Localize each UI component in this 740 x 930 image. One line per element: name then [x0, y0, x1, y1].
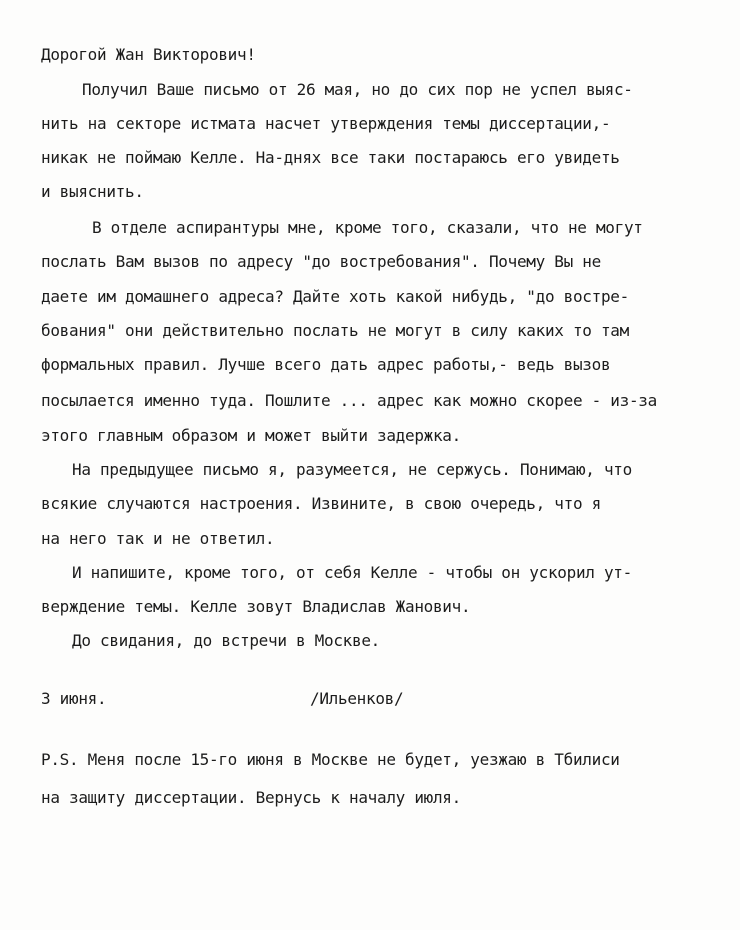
postscript-line-1: Р.S. Меня после 15-го июня в Москве не будет, уезжаю в Тбилиси	[41, 750, 620, 769]
paragraph-3-line-2: всякие случаются настроения. Извините, в свою очередь, что я	[41, 494, 601, 513]
paragraph-2-line-4: бования" они действительно послать не могут в силу каких то там	[41, 321, 629, 340]
postscript-line-2: на защиту диссертации. Вернусь к началу июля.	[41, 788, 461, 807]
paragraph-2-line-1: В отделе аспирантуры мне, кроме того, сказали, что не могут	[92, 218, 643, 237]
paragraph-1-line-2: нить на секторе истмата насчет утверждения темы диссертации,-	[41, 114, 611, 133]
paragraph-4-line-2: верждение темы. Келле зовут Владислав Жанович.	[41, 597, 471, 616]
paragraph-1-line-3: никак не поймаю Келле. На-днях все таки постараюсь его увидеть	[41, 148, 620, 167]
paragraph-1-line-1: Получил Ваше письмо от 26 мая, но до сих пор не успел выяс-	[82, 80, 633, 99]
signature: /Ильенков/	[310, 689, 404, 708]
paragraph-3-line-3: на него так и не ответил.	[41, 529, 275, 548]
paragraph-2-line-5: формальных правил. Лучше всего дать адрес работы,- ведь вызов	[41, 355, 611, 374]
paragraph-2-line-2: послать Вам вызов по адресу "до востребования". Почему Вы не	[41, 252, 601, 271]
paragraph-4-line-1: И напишите, кроме того, от себя Келле - чтобы он ускорил ут-	[72, 563, 632, 582]
paragraph-3-line-1: На предыдущее письмо я, разумеется, не сержусь. Понимаю, что	[72, 460, 632, 479]
paragraph-1-line-4: и выяснить.	[41, 182, 144, 201]
paragraph-2-line-7: этого главным образом и может выйти задержка.	[41, 426, 461, 445]
paragraph-2-line-6: посылается именно туда. Пошлите ... адрес как можно скорее - из-за	[41, 391, 657, 410]
closing: До свидания, до встречи в Москве.	[72, 631, 380, 650]
paragraph-2-line-3: даете им домашнего адреса? Дайте хоть какой нибудь, "до востре-	[41, 287, 629, 306]
letter-date: 3 июня.	[41, 689, 107, 708]
salutation: Дорогой Жан Викторович!	[41, 45, 256, 64]
